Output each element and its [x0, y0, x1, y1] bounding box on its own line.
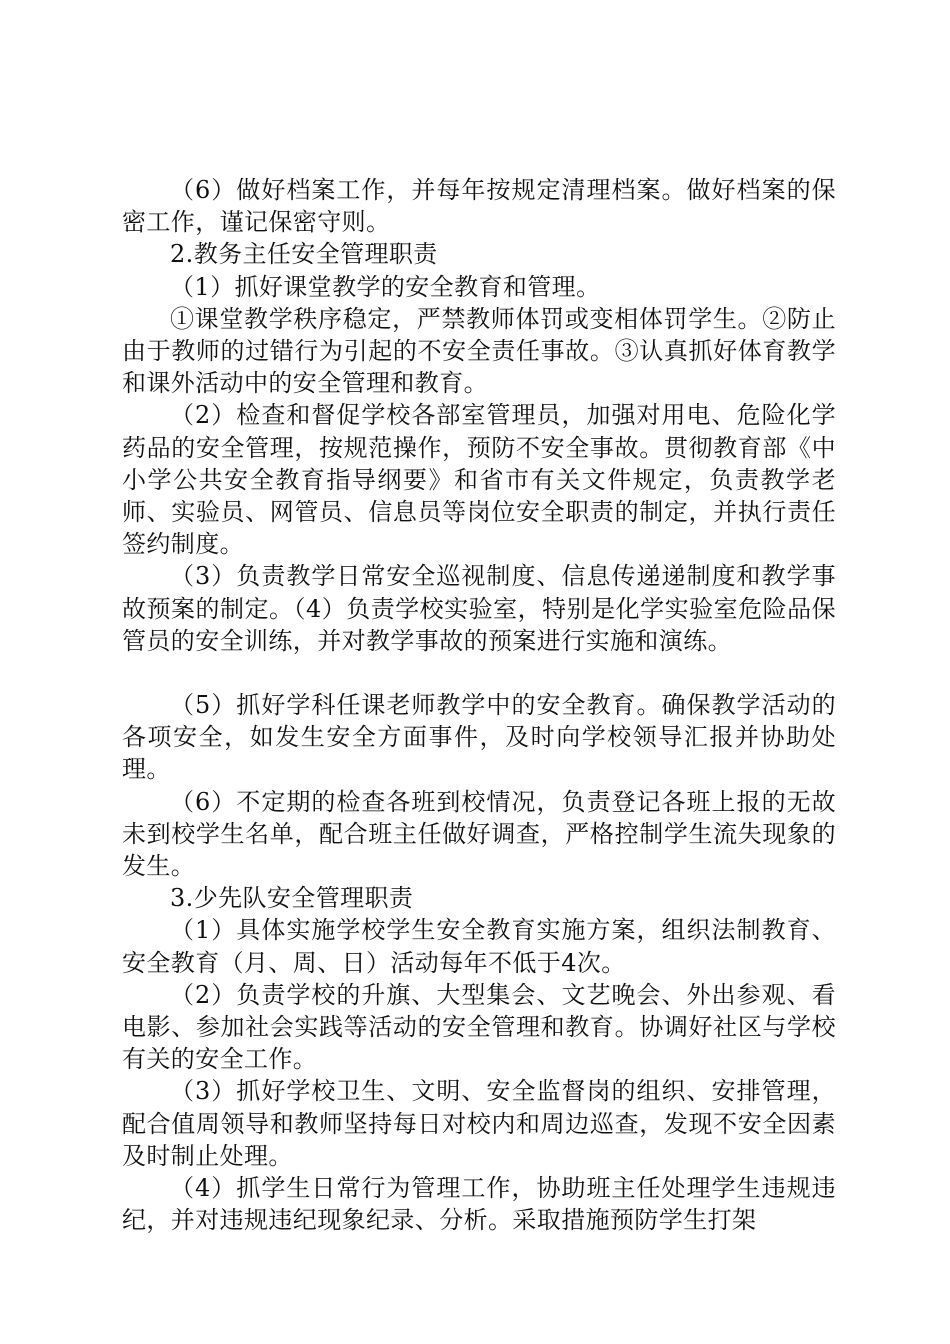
document-body	[122, 174, 836, 1237]
paragraph-patrol-system: （3）负责教学日常安全巡视制度、信息传递递制度和教学事故预案的制定。（4）负责学校实验室，特别是化学实验室危险品保管员的安全训练，并对教学事故的预案进行实施和演练。	[122, 562, 836, 655]
paragraph-teacher-safety-education: （5）抓好学科任课老师教学中的安全教育。确保教学活动的各项安全，如发生安全方面事件，及时向学校领导汇报并协助处理。	[122, 691, 836, 784]
paragraph-archive-work: （6）做好档案工作，并每年按规定清理档案。做好档案的保密工作，谨记保密守则。	[122, 176, 836, 237]
paragraph-classroom-order: ①课堂教学秩序稳定，严禁教师体罚或变相体罚学生。②防止由于教师的过错行为引起的不安全责任事故。③认真抓好体育教学和课外活动中的安全管理和教育。	[122, 304, 836, 398]
paragraph-behavior-management: （4）抓学生日常行为管理工作，协助班主任处理学生违规违纪，并对违规违纪现象纪录、分析。采取措施预防学生打架	[122, 1174, 836, 1235]
heading-academic-director-duties: 2.教务主任安全管理职责	[170, 240, 438, 269]
paragraph-lab-inspection: （2）检查和督促学校各部室管理员，加强对用电、危险化学药品的安全管理，按规范操作，预防不安全事故。贯彻教育部《中小学公共安全教育指导纲要》和省市有关文件规定，负责教学老师、实验员、网管员、信息员等岗位安全职责的制定，并执行责任签约制度。	[122, 401, 836, 559]
heading-young-pioneers-duties: 3.少先队安全管理职责	[170, 884, 414, 913]
paragraph-events-safety: （2）负责学校的升旗、大型集会、文艺晚会、外出参观、看电影、参加社会实践等活动的安全管理和教育。协调好社区与学校有关的安全工作。	[122, 980, 836, 1074]
paragraph-classroom-safety: （1）抓好课堂教学的安全教育和管理。	[170, 272, 601, 301]
paragraph-supervision-posts: （3）抓好学校卫生、文明、安全监督岗的组织、安排管理，配合值周领导和教师坚持每日对校内和周边巡查，发现不安全因素及时制止处理。	[122, 1077, 836, 1170]
paragraph-safety-program: （1）具体实施学校学生安全教育实施方案，组织法制教育、安全教育（月、周、日）活动每年不低于4次。	[122, 916, 836, 977]
paragraph-attendance-check: （6）不定期的检查各班到校情况，负责登记各班上报的无故未到校学生名单，配合班主任做好调查，严格控制学生流失现象的发生。	[122, 787, 836, 881]
